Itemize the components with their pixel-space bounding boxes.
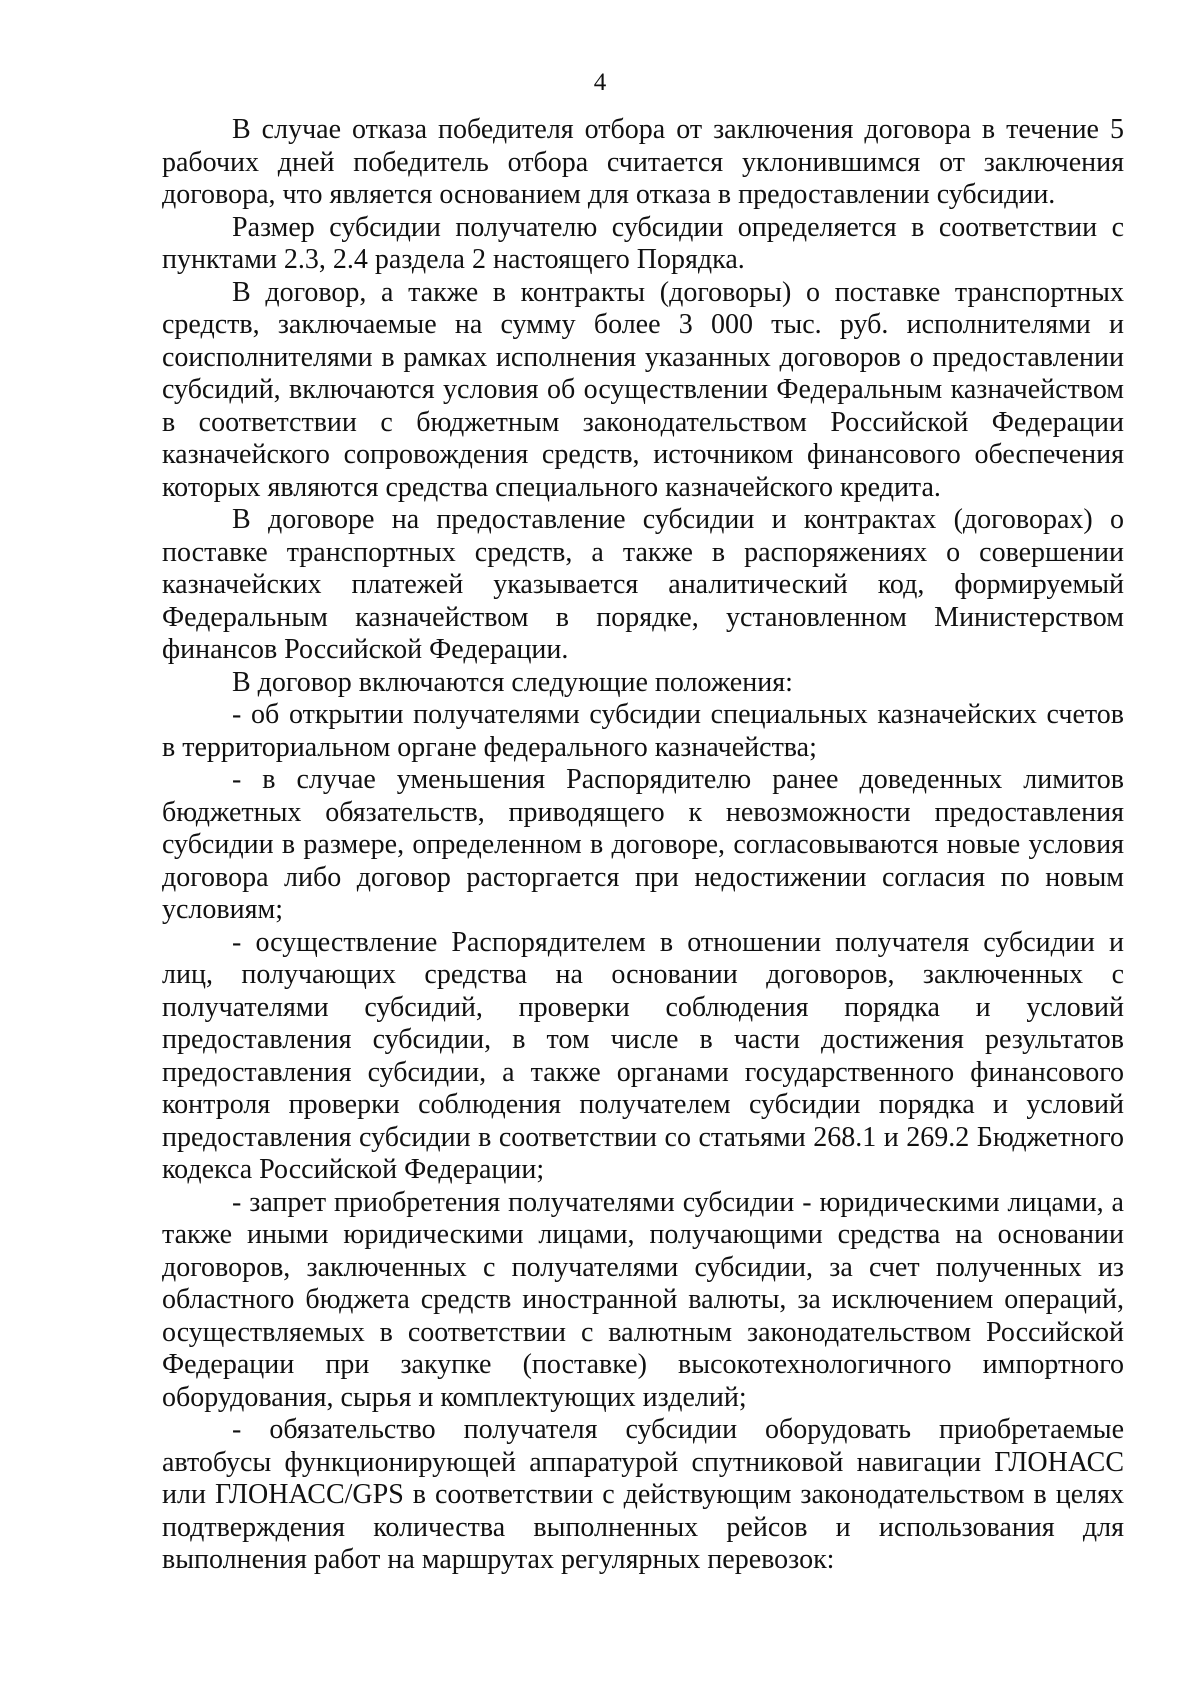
list-item-currency-ban: - запрет приобретения получателями субсидии - юридическими лицами, а также иными юридическими лицами, получающими средства на основании договоров, заключенных с получателями субсидии, за счет полученных из областного бюджета средств иностранной валюты, за исключением операций, осуществляемых в соответствии с валютным законодательством Российской Федерации при закупке (поставке) высокотехнологичного импортного оборудования, сырья и комплектующих изделий;: [162, 1186, 1124, 1413]
list-item-special-accounts: - об открытии получателями субсидии специальных казначейских счетов в территориальном органе федерального казначейства;: [162, 699, 1124, 763]
document-body: [162, 114, 1124, 1577]
page-number: 4: [593, 69, 607, 96]
paragraph-analytic-code: В договоре на предоставление субсидии и контрактах (договорах) о поставке транспортных средств, а также в распоряжениях о совершении казначейских платежей указывается аналитический код, формируемый Федеральным казначейством в порядке, установленном Министерством финансов Российской Федерации.: [162, 504, 1124, 665]
list-item-limit-reduction: - в случае уменьшения Распорядителю ранее доведенных лимитов бюджетных обязательств, приводящего к невозможности предоставления субсидии в размере, определенном в договоре, согласовываются новые условия договора либо договор расторгается при недостижении согласия по новым условиям;: [162, 764, 1124, 925]
paragraph-treasury-support: В договор, а также в контракты (договоры) о поставке транспортных средств, заключаемые на сумму более 3 000 тыс. руб. исполнителями и соисполнителями в рамках исполнения указанных договоров о предоставлении субсидий, включаются условия об осуществлении Федеральным казначейством в соответствии с бюджетным законодательством Российской Федерации казначейского сопровождения средств, источником финансового обеспечения которых являются средства специального казначейского кредита.: [162, 276, 1124, 503]
paragraph-subsidy-amount: Размер субсидии получателю субсидии определяется в соответствии с пунктами 2.3, 2.4 раздела 2 настоящего Порядка.: [162, 211, 1124, 275]
paragraph-provisions-intro: В договор включаются следующие положения:: [232, 666, 793, 698]
list-item-compliance-checks: - осуществление Распорядителем в отношении получателя субсидии и лиц, получающих средства на основании договоров, заключенных с получателями субсидий, проверки соблюдения порядка и условий предоставления субсидии, в том числе в части достижения результатов предоставления субсидии, а также органами государственного финансового контроля проверки соблюдения получателем субсидии порядка и условий предоставления субсидии в соответствии со статьями 268.1 и 269.2 Бюджетного кодекса Российской Федерации;: [162, 926, 1124, 1185]
paragraph-refusal: В случае отказа победителя отбора от заключения договора в течение 5 рабочих дней победитель отбора считается уклонившимся от заключения договора, что является основанием для отказа в предоставлении субсидии.: [162, 114, 1124, 210]
list-item-glonass-obligation: - обязательство получателя субсидии оборудовать приобретаемые автобусы функционирующей аппаратурой спутниковой навигации ГЛОНАСС или ГЛОНАСС/GPS в соответствии с действующим законодательством в целях подтверждения количества выполненных рейсов и использования для выполнения работ на маршрутах регулярных перевозок:: [162, 1414, 1124, 1575]
